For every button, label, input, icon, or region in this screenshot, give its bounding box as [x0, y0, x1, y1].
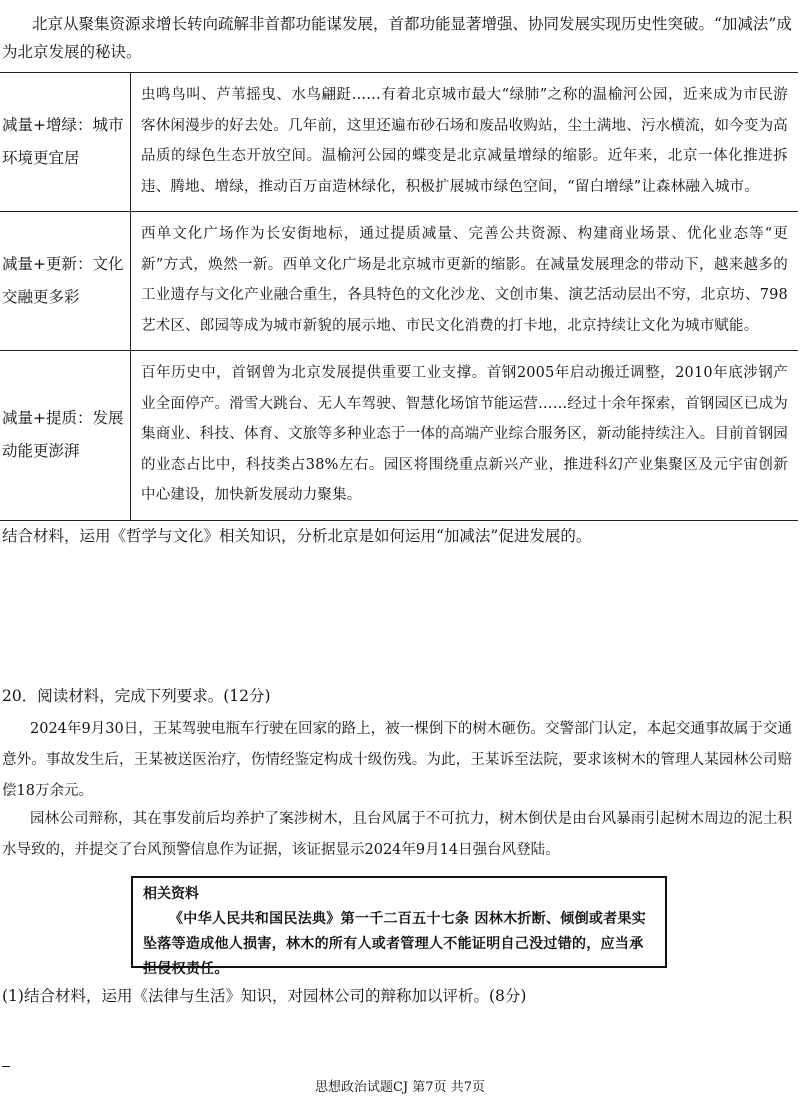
row-text-content: 百年历史中，首钢曾为北京发展提供重要工业支撑。首钢2005年启动搬迁调整，2010年底涉钢产业全面停产。滑雪大跳台、无人车驾驶、智慧化场馆节能运营……经过十余年探索，首钢园区已成为集商业、科技、体育、文旅等多种业态于一体的高端产业综合服务区，新动能持续注入。目前首钢园的业态占比中，科技类占38%左右。园区将围绕重点新兴产业，推进科幻产业集聚区及元宇宙创新中心建设，加快新发展动力聚集。 [141, 365, 788, 503]
question-20-paragraph-1: 2024年9月30日，王某驾驶电瓶车行驶在回家的路上，被一棵倒下的树木砸伤。交警部门认定，本起交通事故属于交通意外。事故发生后，王某被送医治疗，伤情经鉴定构成十级伤残。为此，王某诉至法院，要求该树木的管理人某园林公司赔偿18万余元。 [2, 721, 792, 799]
row-text-content: 西单文化广场作为长安街地标，通过提质减量、完善公共资源、构建商业场景、优化业态等“更新”方式，焕然一新。西单文化广场是北京城市更新的缩影。在减量发展理念的带动下，越来越多的工业遗存与文化产业融合重生，各具特色的文化沙龙、文创市集、演艺活动层出不穷，北京坊、798艺术区、郎园等成为城市新貌的展示地、市民文化消费的打卡地，北京持续让文化为城市赋能。 [141, 226, 788, 334]
page-footer: 思想政治试题CJ 第7页 共7页 [315, 1080, 485, 1095]
row-text-content: 虫鸣鸟叫、芦苇摇曳、水鸟翩跹……有着北京城市最大“绿肺”之称的温榆河公园，近来成为市民游客休闲漫步的好去处。几年前，这里还遍布砂石场和废品收购站，尘土满地、污水横流，如今变为高品质的绿色生态开放空间。温榆河公园的蝶变是北京减量增绿的缩影。近年来，北京一体化推进拆违、腾地、增绿，推动百万亩造林绿化，积极扩展城市绿色空间，“留白增绿”让森林融入城市。 [141, 87, 788, 195]
row-label-line1: 减量+增绿：城市 [2, 116, 124, 134]
reference-body: 《中华人民共和国民法典》第一千二百五十七条 因林木折断、倾倒或者果实坠落等造成他人损害，林木的所有人或者管理人不能证明自己没过错的，应当承担侵权责任。 [143, 911, 647, 977]
row-text [131, 212, 799, 351]
table-row [0, 73, 798, 212]
sub-question-1: (1)结合材料，运用《法律与生活》知识，对园林公司的辩称加以评析。(8分) [2, 987, 527, 1005]
intro-paragraph: 北京从聚集资源求增长转向疏解非首都功能谋发展，首都功能显著增强、协同发展实现历史性突破。“加减法”成为北京发展的秘诀。 [2, 15, 792, 61]
row-label [0, 212, 131, 351]
row-label [0, 351, 131, 521]
row-label-line2: 动能更澎湃 [2, 442, 80, 461]
row-text [131, 351, 799, 521]
question-20-paragraph-2: 园林公司辩称，其在事发前后均养护了案涉树木，且台风属于不可抗力，树木倒伏是由台风暴雨引起树木周边的泥土积水导致的，并提交了台风预警信息作为证据，该证据显示2024年9月14日强台风登陆。 [2, 811, 792, 858]
material-table [0, 72, 798, 521]
reference-title: 相关资料 [143, 886, 199, 902]
table-row [0, 351, 798, 521]
question-19-prompt: 结合材料，运用《哲学与文化》相关知识，分析北京是如何运用“加减法”促进发展的。 [2, 527, 592, 545]
corner-mark [2, 1066, 10, 1067]
reference-box [131, 876, 667, 977]
row-label-line2: 环境更宜居 [2, 149, 80, 167]
table-row [0, 212, 798, 351]
row-label-line1: 减量+更新：文化 [2, 255, 124, 273]
row-label [0, 73, 131, 212]
row-label-line1: 减量+提质：发展 [2, 409, 124, 428]
question-20-heading: 20．阅读材料，完成下列要求。(12分) [2, 687, 271, 705]
row-text [131, 73, 799, 212]
row-label-line2: 交融更多彩 [2, 288, 80, 306]
